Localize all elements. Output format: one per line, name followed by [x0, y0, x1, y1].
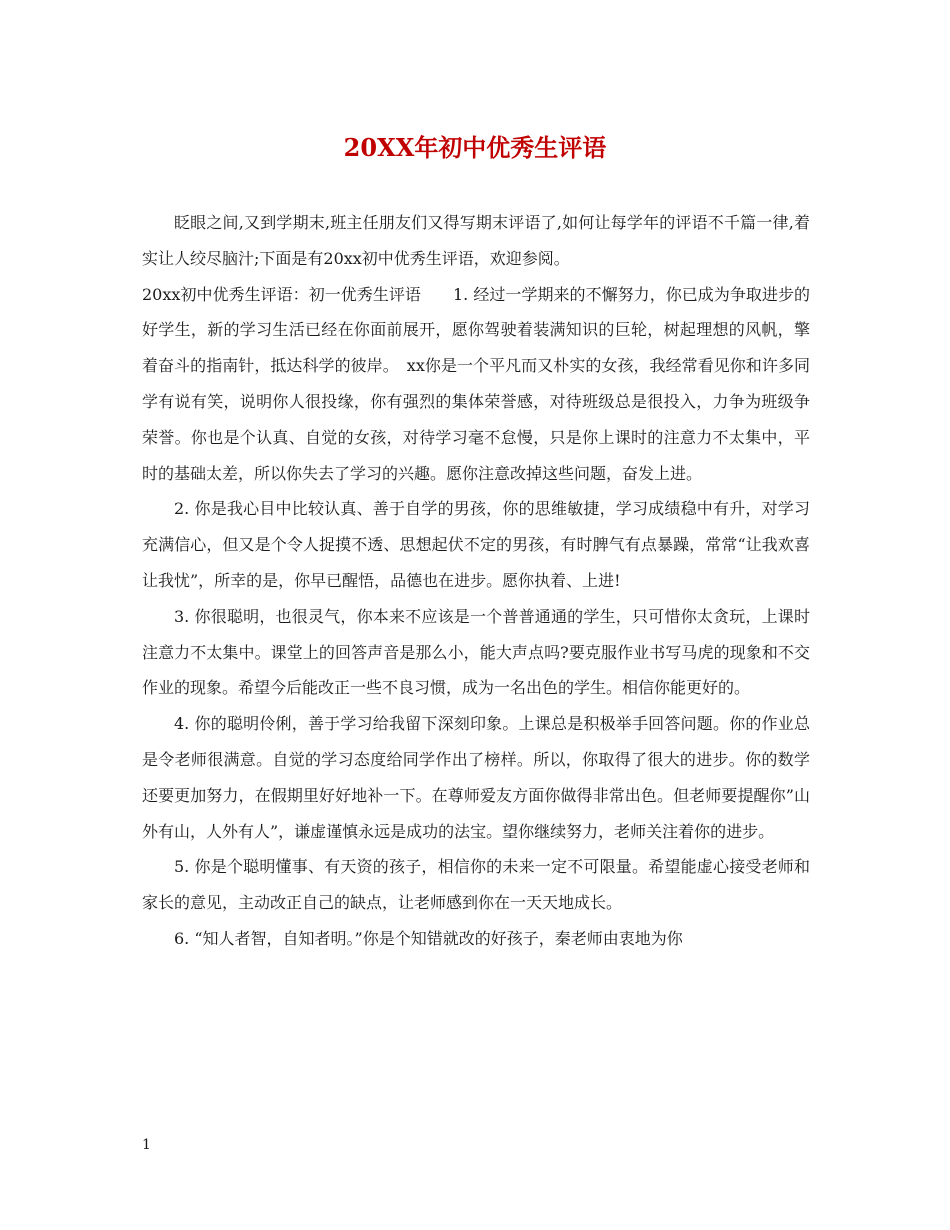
- paragraph-intro: 眨眼之间,又到学期末,班主任朋友们又得写期末评语了,如何让每学年的评语不千篇一律,着实让人绞尽脑汁;下面是有20xx初中优秀生评语，欢迎参阅。: [142, 213, 810, 268]
- paragraph-comment-4: 4. 你的聪明伶俐，善于学习给我留下深刻印象。上课总是积极举手回答问题。你的作业总是令老师很满意。自觉的学习态度给同学作出了榜样。所以，你取得了很大的进步。你的数学还要更加努力，在假期里好好地补一下。在尊师爱友方面你做得非常出色。但老师要提醒你”山外有山，人外有人”，谦虚谨慎永远是成功的法宝。望你继续努力，老师关注着你的进步。: [142, 714, 810, 841]
- paragraph-comment-5: 5. 你是个聪明懂事、有天资的孩子，相信你的未来一定不可限量。希望能虚心接受老师和家长的意见，主动改正自己的缺点，让老师感到你在一天天地成长。: [142, 857, 810, 913]
- document-body: [142, 205, 810, 957]
- paragraph-comment-3: 3. 你很聪明，也很灵气，你本来不应该是一个普普通通的学生，只可惜你太贪玩，上课时注意力不太集中。课堂上的回答声音是那么小，能大声点吗?要克服作业书写马虎的现象和不交作业的现象。希望今后能改正一些不良习惯，成为一名出色的学生。相信你能更好的。: [142, 606, 810, 698]
- page-number: 1: [142, 1137, 151, 1153]
- paragraph-comment-2: 2. 你是我心目中比较认真、善于自学的男孩，你的思维敏捷，学习成绩稳中有升，对学习充满信心，但又是个令人捉摸不透、思想起伏不定的男孩，有时脾气有点暴躁，常常“让我欢喜让我忧”，所幸的是，你早已醒悟，品德也在进步。愿你执着、上进!: [142, 499, 810, 590]
- paragraph-comment-1: 20xx初中优秀生评语：初一优秀生评语 1. 经过一学期来的不懈努力，你已成为争取进步的好学生，新的学习生活已经在你面前展开，愿你驾驶着装满知识的巨轮，树起理想的风帆，擎着奋斗的指南针，抵达科学的彼岸。 xx你是一个平凡而又朴实的女孩，我经常看见你和许多同学有说有笑，说明你人很投缘，你有强烈的集体荣誉感，对待班级总是很投入，力争为班级争荣誉。你也是个认真、自觉的女孩，对待学习毫不怠慢，只是你上课时的注意力不太集中，平时的基础太差，所以你失去了学习的兴趣。愿你注意改掉这些问题，奋发上进。: [142, 284, 810, 483]
- document-title: 20XX年初中优秀生评语: [343, 133, 607, 162]
- paragraph-comment-6: 6. “知人者智，自知者明。”你是个知错就改的好孩子，秦老师由衷地为你: [174, 928, 683, 948]
